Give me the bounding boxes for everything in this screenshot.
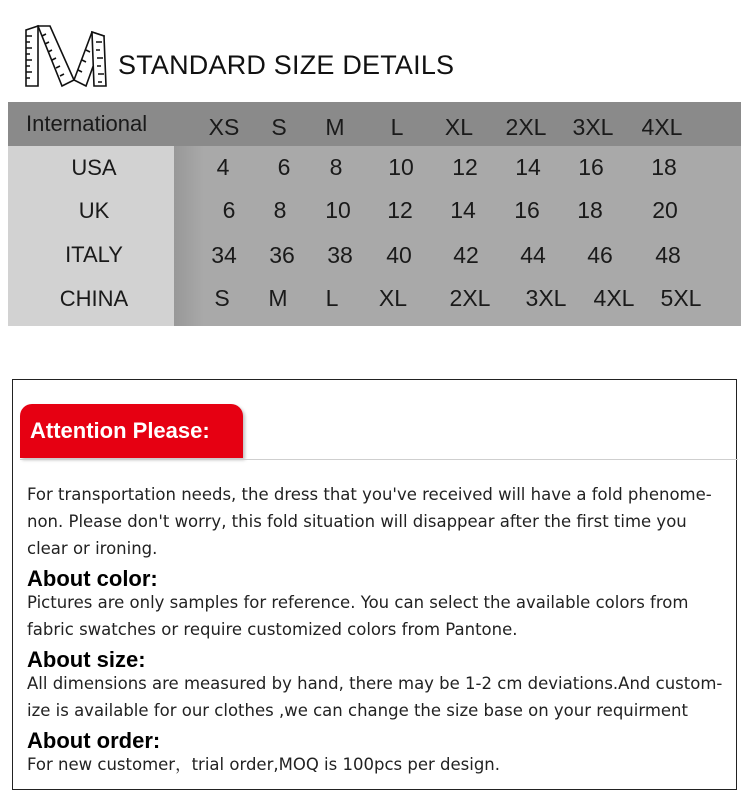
page-title: STANDARD SIZE DETAILS (118, 50, 455, 80)
page-header (22, 24, 722, 88)
size-cell: 4XL (593, 285, 635, 311)
about-size-heading: About size: (27, 647, 146, 672)
size-cell: 38 (327, 242, 353, 268)
size-cell: 36 (269, 242, 295, 268)
row-label-china: CHINA (59, 286, 129, 311)
size-cell: 2XL (449, 285, 491, 311)
color-line: Pictures are only samples for reference. You can select the available colors from (27, 593, 689, 612)
size-cell: 18 (577, 197, 603, 223)
size-cell: 6 (277, 154, 291, 180)
about-order-text (27, 751, 727, 778)
size-cell: 14 (515, 154, 541, 180)
size-cell: 12 (387, 197, 413, 223)
size-cell: 48 (655, 242, 681, 268)
size-cell: XS (208, 114, 240, 140)
size-cell: 12 (452, 154, 478, 180)
size-cell: 4 (216, 154, 230, 180)
row-label-italy: ITALY (65, 242, 123, 267)
size-cell: XL (444, 114, 474, 140)
size-cell: 8 (329, 154, 343, 180)
row-label-uk: UK (78, 198, 110, 223)
size-cell: 8 (273, 197, 287, 223)
about-color-text (27, 589, 727, 643)
panel-shadow (174, 146, 204, 326)
size-cell: L (390, 114, 404, 140)
measuring-tape-icon (22, 24, 114, 88)
divider (20, 459, 738, 460)
size-cell: 20 (652, 197, 678, 223)
size-cell: 3XL (525, 285, 567, 311)
size-cell: 10 (325, 197, 351, 223)
size-cell: S (271, 114, 287, 140)
attention-badge: Attention Please: (20, 404, 243, 458)
size-cell: 16 (578, 154, 604, 180)
row-label-usa: USA (71, 155, 117, 180)
size-cell: 4XL (641, 114, 683, 140)
size-cell: 44 (520, 242, 546, 268)
size-cell: 5XL (660, 285, 702, 311)
about-order-heading: About order: (27, 728, 161, 753)
intro-paragraph (27, 481, 727, 562)
size-cell: M (325, 114, 345, 140)
size-cell: 18 (651, 154, 677, 180)
size-cell: 10 (388, 154, 414, 180)
size-cell: 2XL (505, 114, 547, 140)
size-cell: 3XL (572, 114, 614, 140)
intro-line: clear or ironing. (27, 539, 158, 558)
size-cell: XL (378, 285, 408, 311)
size-chart-table (8, 102, 741, 326)
size-cell: 6 (222, 197, 236, 223)
about-size-text (27, 670, 727, 724)
size-cell: 34 (211, 242, 237, 268)
size-cell: L (325, 285, 339, 311)
size-cell: 40 (386, 242, 412, 268)
size-cell: 46 (587, 242, 613, 268)
size-cell: 14 (450, 197, 476, 223)
color-line: fabric swatches or require customized colors from Pantone. (27, 620, 518, 639)
size-cell: 42 (453, 242, 479, 268)
size-cell: S (214, 285, 230, 311)
row-label-international: International (26, 111, 148, 136)
size-line: All dimensions are measured by hand, there may be 1-2 cm deviations.And custom- (27, 674, 723, 693)
size-cell: M (268, 285, 288, 311)
size-line: ize is available for our clothes ,we can change the size base on your requirment (27, 701, 688, 720)
intro-line: For transportation needs, the dress that you've received will have a fold phenome- (27, 485, 712, 504)
intro-line: non. Please don't worry, this fold situation will disappear after the first time you (27, 512, 687, 531)
order-line: For new customer，trial order,MOQ is 100pcs per design. (27, 755, 500, 774)
size-cell: 16 (514, 197, 540, 223)
about-color-heading: About color: (27, 566, 158, 591)
